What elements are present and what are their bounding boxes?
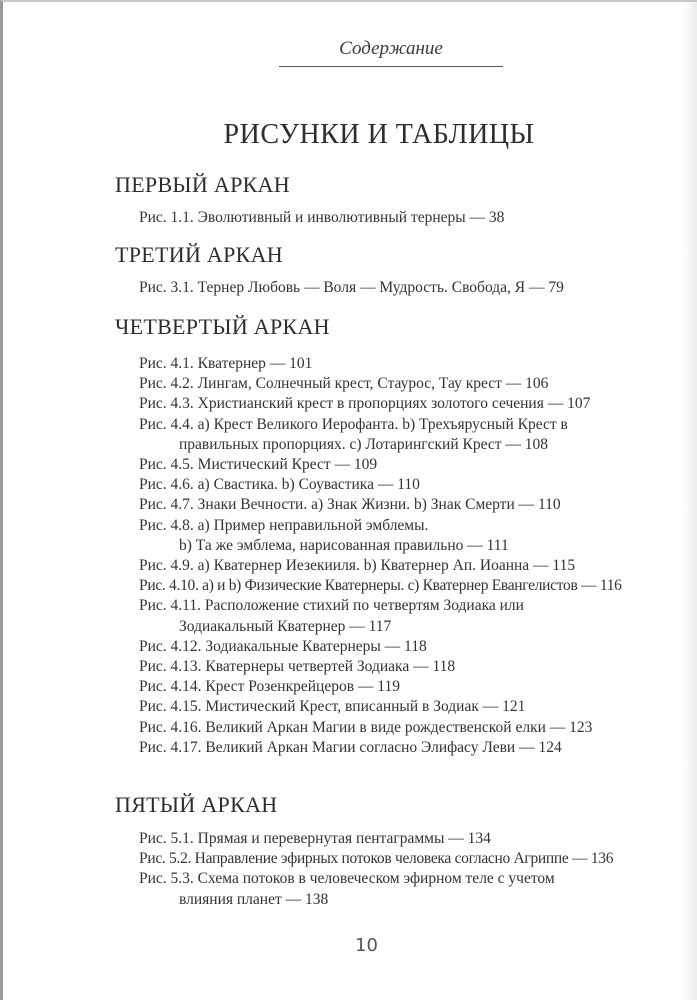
entry-line: Рис. 4.11. Расположение стихий по четвертям Зодиака или <box>139 597 524 615</box>
figure-entry <box>139 677 622 697</box>
figure-entry <box>139 208 504 228</box>
figure-entry <box>139 374 622 394</box>
section-entries-fourth-arcanum <box>139 354 622 758</box>
entry-line: Рис. 4.4. a) Крест Великого Иерофанта. b) Трехъярусный Крест в <box>139 415 568 433</box>
entry-line: Рис. 5.1. Прямая и перевернутая пентаграммы — 134 <box>139 830 491 847</box>
page-title: РИСУНКИ И ТАБЛИЦЫ <box>223 119 535 150</box>
entry-line: Рис. 1.1. Эволютивный и инволютивный тернеры — 38 <box>139 209 505 226</box>
entry-line: Рис. 4.8. a) Пример неправильной эмблемы. <box>139 516 429 534</box>
section-heading-third-arcanum: ТРЕТИЙ АРКАН <box>115 242 283 267</box>
entry-line: Рис. 4.13. Кватернеры четвертей Зодиака — 118 <box>139 658 456 676</box>
section-heading-first-arcanum: ПЕРВЫЙ АРКАН <box>115 172 290 197</box>
entry-line: Рис. 4.9. a) Кватернер Иезекииля. b) Кватернер Ап. Иоанна — 115 <box>139 557 576 575</box>
entry-continuation: b) Та же эмблема, нарисованная правильно — 111 <box>179 536 509 554</box>
entry-continuation: влияния планет — 138 <box>179 890 329 908</box>
entry-line: Рис. 5.2. Направление эфирных потоков человека согласно Агриппе — 136 <box>139 850 614 868</box>
entry-line: Рис. 4.1. Кватернер — 101 <box>139 355 313 372</box>
section-entries-fifth-arcanum <box>139 829 613 910</box>
figure-entry <box>139 495 622 515</box>
running-head-rule <box>279 66 503 67</box>
figure-entry <box>139 556 622 576</box>
figure-entry <box>139 829 613 849</box>
entry-line: Рис. 4.12. Зодиакальные Кватернеры — 118 <box>139 637 427 655</box>
entry-line: Рис. 4.3. Христианский крест в пропорциях золотого сечения — 107 <box>139 395 591 413</box>
figure-entry <box>139 576 622 596</box>
entry-line: Рис. 4.17. Великий Аркан Магии согласно Элифасу Леви — 124 <box>139 738 562 756</box>
figure-entry <box>139 697 622 717</box>
figure-entry <box>139 475 622 495</box>
entry-line: Рис. 4.16. Великий Аркан Магии в виде рождественской елки — 123 <box>139 718 593 736</box>
figure-entry <box>139 637 622 657</box>
page-number: 10 <box>355 935 378 956</box>
figure-entry <box>139 869 613 909</box>
figure-entry <box>139 394 622 414</box>
figure-entry <box>139 516 622 556</box>
entry-line: Рис. 4.2. Лингам, Солнечный крест, Стаурос, Тау крест — 106 <box>139 375 549 393</box>
entry-line: Рис. 5.3. Схема потоков в человеческом эфирном теле с учетом <box>139 870 555 888</box>
entry-line: Рис. 4.6. a) Свастика. b) Соувастика — 110 <box>139 476 420 494</box>
figure-entry <box>139 657 622 677</box>
figure-entry <box>139 354 622 374</box>
entry-line: Рис. 3.1. Тернер Любовь — Воля — Мудрость. Свобода, Я — 79 <box>139 279 564 296</box>
entry-line: Рис. 4.14. Крест Розенкрейцеров — 119 <box>139 678 400 696</box>
section-heading-fourth-arcanum: ЧЕТВЕРТЫЙ АРКАН <box>115 314 330 339</box>
running-head: Содержание <box>339 38 443 59</box>
figure-entry <box>139 415 622 455</box>
entry-line: Рис. 4.10. a) и b) Физические Кватернеры. c) Кватернер Евангелистов — 116 <box>139 577 622 595</box>
entry-continuation: Зодиакальный Кватернер — 117 <box>179 617 392 635</box>
entry-line: Рис. 4.5. Мистический Крест — 109 <box>139 456 378 474</box>
entry-continuation: правильных пропорциях. c) Лотарингский Крест — 108 <box>179 435 548 453</box>
figure-entry <box>139 455 622 475</box>
section-entries-third-arcanum <box>139 278 564 298</box>
figure-entry <box>139 849 613 869</box>
figure-entry <box>139 718 622 738</box>
figure-entry <box>139 596 622 636</box>
figure-entry <box>139 738 622 758</box>
section-heading-fifth-arcanum: ПЯТЫЙ АРКАН <box>115 792 278 817</box>
entry-line: Рис. 4.7. Знаки Вечности. a) Знак Жизни. b) Знак Смерти — 110 <box>139 496 561 514</box>
section-entries-first-arcanum <box>139 208 504 228</box>
entry-line: Рис. 4.15. Мистический Крест, вписанный в Зодиак — 121 <box>139 698 526 716</box>
figure-entry <box>139 278 564 298</box>
